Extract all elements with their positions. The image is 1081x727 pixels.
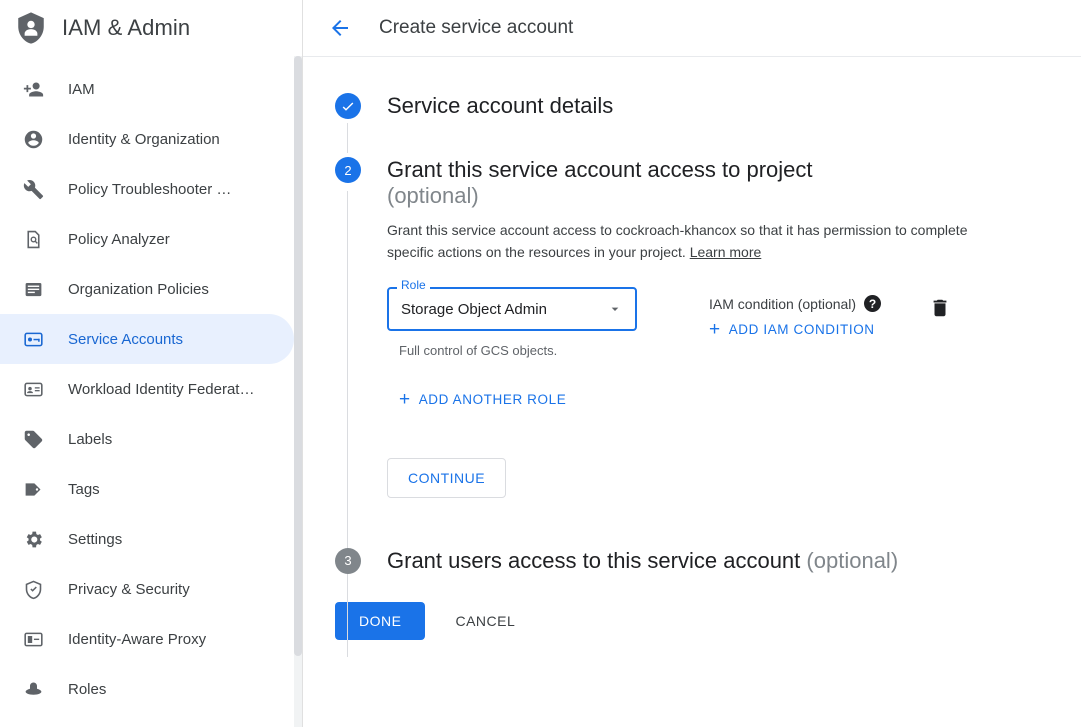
sidebar-item-labels[interactable] (0, 414, 294, 464)
step-1-title: Service account details (387, 93, 614, 118)
sidebar-item-identity-organization[interactable] (0, 114, 294, 164)
sidebar (0, 0, 303, 727)
iam-condition-header (709, 295, 881, 312)
sidebar-item-roles[interactable] (0, 664, 294, 714)
step-2-optional: (optional) (387, 183, 479, 208)
step-2-title-text: Grant this service account access to project (387, 157, 813, 182)
sidebar-item-label: Identity-Aware Proxy (68, 630, 207, 648)
sidebar-item-privacy-security[interactable] (0, 564, 294, 614)
add-another-role-button[interactable] (399, 388, 567, 410)
add-iam-condition-button[interactable] (709, 318, 875, 340)
step-1-marker (335, 93, 361, 119)
wizard-step-2 (335, 157, 1081, 498)
help-icon[interactable]: ? (864, 295, 881, 312)
sidebar-item-label: Identity & Organization (68, 130, 220, 148)
add-another-role-label: ADD ANOTHER ROLE (418, 392, 567, 407)
sidebar-item-label: Workload Identity Federat… (68, 380, 255, 398)
main-panel (303, 0, 1081, 727)
sidebar-item-service-accounts[interactable] (0, 314, 294, 364)
sidebar-item-iam[interactable] (0, 64, 294, 114)
document-search-icon (22, 228, 44, 250)
role-row (387, 278, 1081, 358)
page-title: Create service account (379, 17, 574, 38)
step-2-number: 2 (335, 157, 361, 183)
sidebar-title: IAM & Admin (62, 15, 191, 40)
learn-more-link[interactable]: Learn more (689, 244, 762, 260)
wizard-step-3 (335, 548, 1081, 574)
wrench-icon (22, 178, 44, 200)
sidebar-item-policy-troubleshooter[interactable] (0, 164, 294, 214)
trash-icon[interactable] (929, 297, 951, 324)
step-3-optional: (optional) (806, 547, 899, 573)
wizard-footer (335, 602, 1081, 640)
gear-icon (22, 528, 44, 550)
sidebar-item-label: Roles (68, 680, 107, 698)
account-circle-icon (22, 128, 44, 150)
sidebar-item-identity-aware-proxy[interactable] (0, 614, 294, 664)
role-field-group (387, 278, 637, 358)
step-2-body (387, 209, 1081, 498)
sidebar-header (0, 0, 302, 56)
list-icon (22, 278, 44, 300)
chevron-down-icon[interactable] (607, 301, 623, 317)
arrow-left-icon[interactable] (327, 15, 353, 41)
sidebar-item-settings[interactable] (0, 514, 294, 564)
done-button[interactable]: DONE (335, 602, 425, 640)
sidebar-nav (0, 56, 302, 714)
sidebar-item-label: Organization Policies (68, 280, 209, 298)
sidebar-item-tags[interactable] (0, 464, 294, 514)
wizard-step-1 (335, 93, 1081, 157)
tag-icon (22, 478, 44, 500)
iam-condition-column (709, 287, 881, 340)
sidebar-item-workload-identity-federation[interactable] (0, 364, 294, 414)
sidebar-item-label: Policy Analyzer (68, 230, 170, 248)
shield-icon (22, 578, 44, 600)
step-3-title-text: Grant users access to this service account (387, 547, 801, 573)
step-3-marker (335, 548, 361, 574)
role-field-label: Role (397, 278, 430, 292)
sidebar-item-label: Privacy & Security (68, 580, 190, 598)
cancel-button[interactable]: CANCEL (439, 602, 531, 640)
person-add-icon (22, 78, 44, 100)
main-header (303, 0, 1081, 57)
step-2-marker (335, 157, 361, 183)
sidebar-scrollbar-thumb[interactable] (294, 56, 302, 656)
continue-row (387, 410, 1081, 498)
key-card-icon (22, 328, 44, 350)
step-2-title (387, 157, 1081, 209)
plus-icon: + (709, 318, 721, 340)
add-iam-condition-label: ADD IAM CONDITION (728, 322, 875, 337)
continue-button[interactable]: CONTINUE (387, 458, 506, 498)
step-3-title (387, 548, 1081, 574)
sidebar-item-organization-policies[interactable] (0, 264, 294, 314)
sidebar-item-label: Policy Troubleshooter … (68, 180, 232, 198)
plus-icon: + (399, 388, 411, 410)
step-connector (347, 123, 348, 153)
step-connector (347, 191, 348, 657)
iam-condition-label: IAM condition (optional) (709, 295, 857, 312)
sidebar-item-policy-analyzer[interactable] (0, 214, 294, 264)
proxy-icon (22, 628, 44, 650)
shield-person-icon (14, 11, 48, 45)
hat-icon (22, 678, 44, 700)
wizard-content (303, 57, 1081, 640)
role-select[interactable] (387, 278, 637, 331)
role-select-value: Storage Object Admin (401, 300, 547, 318)
sidebar-item-label: Service Accounts (68, 330, 184, 348)
sidebar-item-label: Labels (68, 430, 113, 448)
step-3-number: 3 (335, 548, 361, 574)
id-card-icon (22, 378, 44, 400)
label-icon (22, 428, 44, 450)
step-2-description (387, 219, 987, 263)
sidebar-item-label: Tags (68, 480, 100, 498)
sidebar-item-label: IAM (68, 80, 95, 98)
sidebar-item-label: Settings (68, 530, 123, 548)
role-select-box[interactable] (387, 287, 637, 331)
role-helper-text: Full control of GCS objects. (399, 343, 558, 358)
description-text: Grant this service account access to cockroach-khancox so that it has permission to complete specific actions on the resources in your project. (387, 222, 968, 260)
sidebar-scrollbar[interactable] (294, 56, 302, 727)
check-icon (335, 93, 361, 119)
